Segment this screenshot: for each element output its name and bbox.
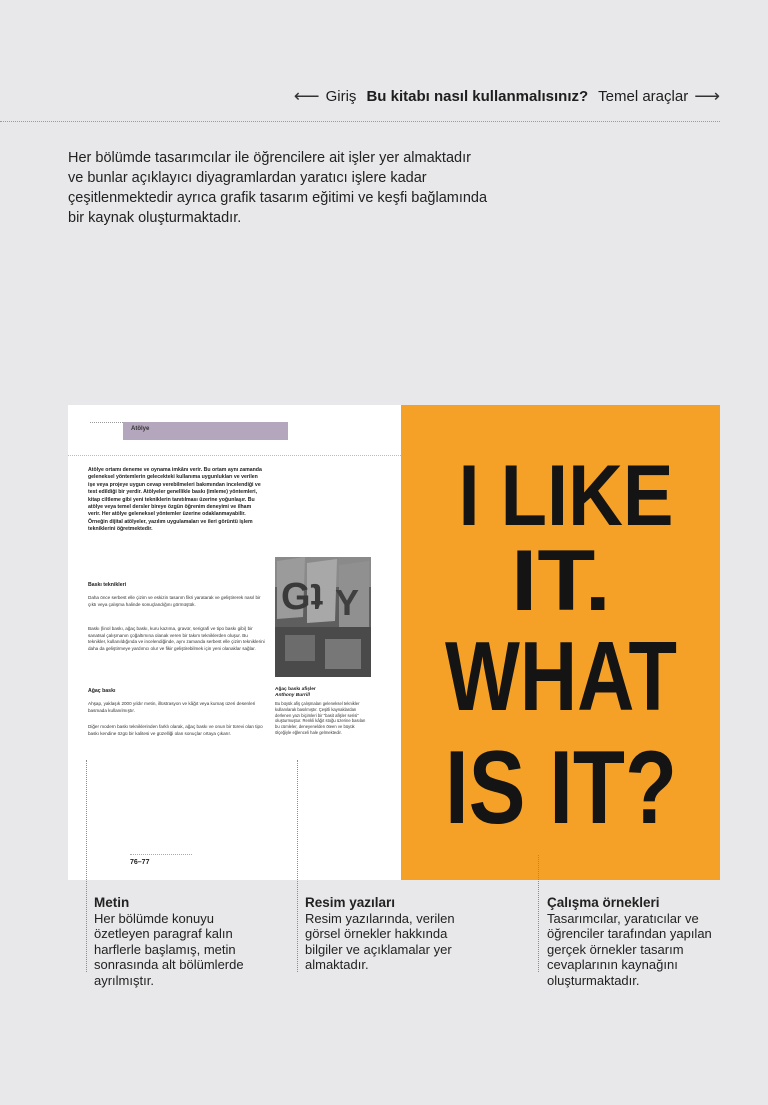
- spread-left-page: [68, 405, 401, 880]
- page-divider: [68, 455, 401, 456]
- lead-paragraph: Atölye ortamı deneme ve oynama imkânı verir. Bu ortam aynı zamanda geleneksel yöntemlerin gelecekteki kullanıma uygunlukları ve verilen işe veya projeye uygun cevap verebilmeleri bakımından incelendiği ve test edildiği bir yerdir. Atölyeler genellikle baskı (imleme) yöntemleri, kitap ciltleme gibi yeni tekniklerin tanıtılması üzerine yoğunlaşır. Bu atölye veya temel dersler bireye özgün öğrenim deneyimi ve ilham verir. Her atölye geleneksel yöntemler üzerine odaklanmayabilir. Örneğin dijital atölyeler, yazılım uygulamaları ve ileri görüntü işlem tekniklerini öğretmektedir.: [88, 467, 262, 533]
- callout-line-captions: [297, 760, 298, 972]
- subheading-woodcut: Ağaç baskı: [88, 688, 116, 694]
- tab-rule: [90, 422, 123, 423]
- caption-author: Anthony Burrill: [275, 693, 310, 698]
- header-divider: [0, 121, 720, 122]
- page-numbers: 76–77: [130, 859, 150, 866]
- callout-body: Her bölümde konuyu özetleyen paragraf kalın harflerle başlamış, metin sonrasında alt bölümlerde ayrılmıştır.: [94, 910, 244, 988]
- chapter-navigation: [294, 86, 720, 107]
- body-paragraph-1: Daha önce serbest elle çizim ve eskizin tasarım fikri yaratarak ve geliştirerek nasıl bir çıktı veya çalışma halinde sonuçlandığını görmüştük.: [88, 595, 261, 607]
- callout-line-examples: [538, 855, 539, 972]
- callout-text: [94, 895, 254, 988]
- svg-text:Y: Y: [335, 582, 360, 623]
- callout-title: Metin: [94, 895, 130, 910]
- callout-body: Resim yazılarında, verilen görsel örnekler hakkında bilgiler ve açıklamalar yer almaktadır.: [305, 910, 455, 972]
- body-paragraph-3: Ahşap, yaklaşık 2000 yıldır metin, illüstrasyon ve kâğıt veya kumaş üzeri desenleri basmada kullanılmıştır.: [88, 701, 256, 713]
- poster-line-4: IS IT?: [445, 730, 677, 846]
- poster-artwork: [401, 405, 720, 880]
- folio-rule: [130, 854, 192, 855]
- callout-body: Tasarımcılar, yaratıcılar ve öğrenciler tarafından yapılan gerçek örnekler tasarım cevaplarının kaynağını oluşturmaktadır.: [547, 910, 712, 988]
- intro-paragraph: Her bölümde tasarımcılar ile öğrencilere ait işler yer almaktadır ve bunlar açıklayıcı diyagramlardan yaratıcı işlere kadar çeşitlenmektedir ayrıca grafik tasarım eğitimi ve keşfi bağlamında bir kaynak oluşturmaktadır.: [68, 150, 488, 226]
- callout-line-text: [86, 760, 87, 972]
- body-paragraph-2: Baskı (linol baskı, ağaç baskı, kuru kazıma, gravür, serigrafi ve tipo baskı gibi) bir sanatsal çalışmanın çoğaltımına olanak veren bir takım tekniklerden oluşur. Bu teknikler, kullanıldığında ve incelendiğinde, aynı zamanda serbest elle çizim tekniklerini daha da geliştirmeye yardımcı olur ve fikir geliştirebilmek için yeni olanaklar sağlar.: [88, 626, 265, 651]
- spread-right-page: [401, 405, 720, 880]
- section-tab: Atölye: [123, 422, 288, 440]
- caption-title: Ağaç baskı afişler: [275, 687, 316, 692]
- callout-title: Resim yazıları: [305, 895, 396, 910]
- callout-examples: [547, 895, 717, 988]
- callout-title: Çalışma örnekleri: [547, 895, 660, 910]
- nav-current-title: Bu kitabı nasıl kullanmalısınız?: [366, 88, 589, 105]
- subheading-printing: Baskı teknikleri: [88, 582, 127, 588]
- svg-text:Gʇ: Gʇ: [281, 576, 324, 618]
- woodblock-photo: [275, 557, 371, 677]
- caption-text: Bu büyük afiş çalışmaları geleneksel teknikler kullanılarak basılmıştır. Çeşitli kaynaklardan derlenen yazı biçimleri bir "basit afişler serisi" oluşturmuştur. Renkli kâğıt stoğu üzerine basılan bu cümleler, deneyenelden öteen ve büyük ölçeğiyle eğlenceli hale gelmektedir.: [275, 701, 366, 735]
- body-paragraph-4: Diğer modern baskı tekniklerinden farklı olarak, ağaç baskı ve onun bir türevi olan tipo baskı kendine özgü bir kalitesi ve güzelliği olan sonuçlar ortaya çıkarır.: [88, 724, 263, 736]
- nav-prev-link[interactable]: Giriş: [325, 88, 357, 105]
- arrow-left-icon[interactable]: ⟵: [293, 86, 320, 106]
- poster-line-1: I LIKE: [458, 448, 674, 544]
- nav-next-link[interactable]: Temel araçlar: [598, 88, 689, 105]
- callout-captions: [305, 895, 465, 973]
- poster-line-2: IT.: [511, 533, 611, 629]
- arrow-right-icon[interactable]: ⟶: [694, 86, 720, 106]
- poster-line-3: WHAT: [445, 621, 677, 731]
